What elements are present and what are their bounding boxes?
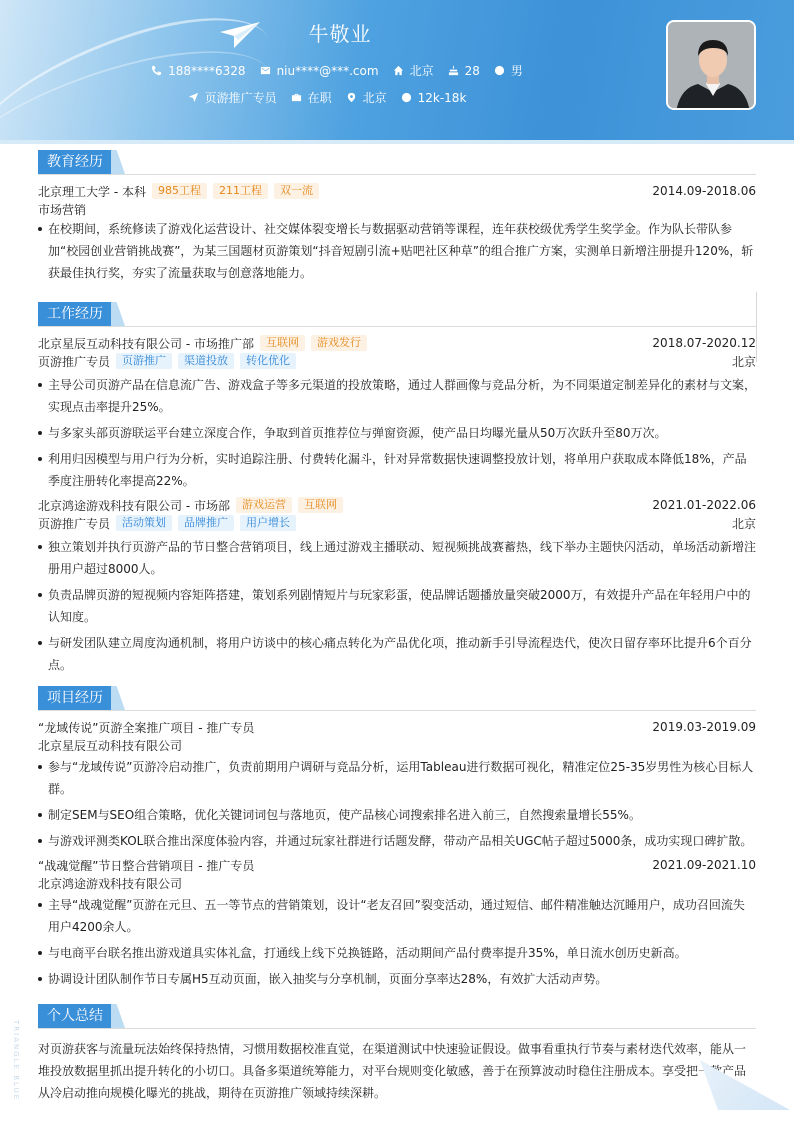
location-pin-icon <box>346 92 357 103</box>
section-title <box>38 150 756 174</box>
section-title-text: 个人总结 <box>38 1004 111 1028</box>
job-date: 2021.01-2022.06 <box>652 498 756 512</box>
section-rule <box>38 710 756 711</box>
avatar <box>666 20 756 110</box>
project-bullets <box>38 894 756 990</box>
industry-tag: 互联网 <box>260 335 305 351</box>
school-tag: 985工程 <box>152 183 207 199</box>
education-header-row <box>38 182 756 200</box>
phone-icon <box>151 65 162 76</box>
section-title-text: 教育经历 <box>38 150 111 174</box>
phone-text: 188****6328 <box>168 63 246 78</box>
list-item: 参与“龙域传说”页游冷启动推广，负责前期用户调研与竞品分析，运用Tableau进行数据可视化，精准定位25-35岁男性为核心目标人群。 <box>38 756 756 800</box>
section-rule <box>38 174 756 175</box>
position-text: 页游推广专员 <box>204 91 277 105</box>
section-title <box>38 302 756 326</box>
job-bullets <box>38 374 756 492</box>
paper-plane-icon <box>220 22 260 48</box>
list-item: 与游戏评测类KOL联合推出深度体验内容，并通过玩家社群进行话题发酵，带动产品相关UGC帖子超过5000条，成功实现口碑扩散。 <box>38 830 756 852</box>
job-city: 北京 <box>731 516 756 531</box>
position-info <box>188 89 277 106</box>
list-item: 协调设计团队制作节日专属H5互动页面，嵌入抽奖与分享机制，页面分享率达28%，有效扩大活动声势。 <box>38 968 756 990</box>
gender-text: 男 <box>510 64 523 78</box>
list-item: 负责品牌页游的短视频内容矩阵搭建，策划系列剧情短片与玩家彩蛋，使品牌话题播放量突破2000万，有效提升产品在年轻用户中的认知度。 <box>38 584 756 628</box>
list-item: 与电商平台联名推出游戏道具实体礼盒，打通线上线下兑换链路，活动期间产品付费率提升35%，单日流水创历史新高。 <box>38 942 756 964</box>
section-title-text: 工作经历 <box>38 302 111 326</box>
list-item: 制定SEM与SEO组合策略，优化关键词词包与落地页，使产品核心词搜索排名进入前三，自然搜索量增长55%。 <box>38 804 756 826</box>
list-item: 与研发团队建立周度沟通机制，将用户访谈中的核心痛点转化为产品优化项，推动新手引导流程迭代，使次日留存率环比提升6个百分点。 <box>38 632 756 676</box>
status-info <box>291 89 332 106</box>
project-company: 北京星辰互动科技有限公司 <box>38 738 183 753</box>
age-text: 28 <box>464 63 480 78</box>
major-text: 市场营销 <box>38 202 87 217</box>
project-header-row <box>38 856 756 874</box>
portrait-image <box>668 22 756 110</box>
projects-section <box>38 686 756 994</box>
section-title-tail <box>111 686 125 710</box>
work-section <box>38 302 756 680</box>
job-role-row <box>38 514 756 532</box>
project-company-row <box>38 736 756 754</box>
industry-tag: 游戏发行 <box>311 335 367 351</box>
watermark-text: TRIANGLE BLUE <box>12 1020 20 1102</box>
school-tag: 双一流 <box>274 183 319 199</box>
list-item: 利用归因模型与用户行为分析，实时追踪注册、付费转化漏斗，针对异常数据快速调整投放计划，将单用户获取成本降低18%，产品季度注册转化率提高22%。 <box>38 448 756 492</box>
skill-tag: 活动策划 <box>116 515 172 531</box>
school-name: 北京理工大学 - 本科 <box>38 184 146 199</box>
section-title-tail <box>111 1004 125 1028</box>
skill-tag: 转化优化 <box>240 353 296 369</box>
job-bullets <box>38 536 756 676</box>
job-header-row <box>38 496 756 514</box>
list-item: 主导公司页游产品在信息流广告、游戏盒子等多元渠道的投放策略，通过人群画像与竞品分析，为不同渠道定制差异化的素材与文案，实现点击率提升25%。 <box>38 374 756 418</box>
section-title <box>38 686 756 710</box>
list-item: 主导“战魂觉醒”页游在元旦、五一等节点的营销策划，设计“老友召回”裂变活动，通过短信、邮件精准触达沉睡用户，成功召回流失用户4200余人。 <box>38 894 756 938</box>
header-divider <box>0 140 794 144</box>
job-date: 2018.07-2020.12 <box>652 336 756 350</box>
skill-tag: 渠道投放 <box>178 353 234 369</box>
section-title-tail <box>111 302 125 326</box>
section-title-text: 项目经历 <box>38 686 111 710</box>
email-info <box>260 64 379 78</box>
section-title-tail <box>111 150 125 174</box>
cake-icon <box>448 65 459 76</box>
gender-info <box>494 62 523 79</box>
project-date: 2019.03-2019.09 <box>652 720 756 734</box>
city-info <box>393 62 434 79</box>
project-date: 2021.09-2021.10 <box>652 858 756 872</box>
education-bullets <box>38 218 756 284</box>
home-icon <box>393 65 404 76</box>
project-bullets <box>38 756 756 852</box>
section-rule <box>38 1028 756 1029</box>
list-item: 独立策划并执行页游产品的节日整合营销项目，线上通过游戏主播联动、短视频挑战赛蓄热，线下举办主题快闪活动，单场活动新增注册用户超过8000人。 <box>38 536 756 580</box>
project-header-row <box>38 718 756 736</box>
skill-tag: 页游推广 <box>116 353 172 369</box>
mail-icon <box>260 65 271 76</box>
coin-icon <box>401 92 412 103</box>
section-title <box>38 1004 756 1028</box>
resume-header <box>0 0 794 140</box>
project-name: “龙域传说”页游全案推广项目 - 推广专员 <box>38 720 255 735</box>
briefcase-icon <box>291 92 302 103</box>
job-role: 页游推广专员 <box>38 516 111 531</box>
job-city: 北京 <box>731 354 756 369</box>
city-text: 北京 <box>409 64 434 78</box>
list-item: 在校期间，系统修读了游戏化运营设计、社交媒体裂变增长与数据驱动营销等课程，连年获校级优秀学生奖学金。作为队长带队参加“校园创业营销挑战赛”，为某三国题材页游策划“抖音短剧引流+贴吧社区种草”的组合推广方案，实测单日新增注册提升120%，斩获最佳执行奖，夯实了流量获取与创意落地能力。 <box>38 218 756 284</box>
phone-info <box>151 64 245 78</box>
target-city-text: 北京 <box>362 91 387 105</box>
school-tag: 211工程 <box>213 183 268 199</box>
status-text: 在职 <box>307 91 332 105</box>
company-name: 北京鸿途游戏科技有限公司 - 市场部 <box>38 498 230 513</box>
industry-tag: 互联网 <box>298 497 343 513</box>
project-company: 北京鸿途游戏科技有限公司 <box>38 876 183 891</box>
salary-info <box>401 91 467 105</box>
summary-text: 对页游获客与流量玩法始终保持热情，习惯用数据校准直觉，在渠道测试中快速验证假设。做事看重执行节奏与素材迭代效率，能从一堆投放数据里抓出提升转化的小切口。具备多渠道统筹能力，对平台规则变化敏感，善于在预算波动时稳住注册成本。享受把一款产品从冷启动推向规模化曝光的挑战，期待在页游推广领域持续深耕。 <box>38 1042 747 1100</box>
email-text: niu****@***.com <box>276 63 379 78</box>
major-row <box>38 200 756 218</box>
education-section <box>38 150 756 288</box>
job-role: 页游推广专员 <box>38 354 111 369</box>
job-role-row <box>38 352 756 370</box>
skill-tag: 用户增长 <box>240 515 296 531</box>
summary-section <box>38 1004 756 1104</box>
industry-tag: 游戏运营 <box>236 497 292 513</box>
target-city-info <box>346 89 387 106</box>
skill-tag: 品牌推广 <box>178 515 234 531</box>
gender-icon <box>494 65 505 76</box>
age-info <box>448 64 480 78</box>
job-header-row <box>38 334 756 352</box>
section-rule <box>38 326 756 327</box>
candidate-name: 牛敬业 <box>308 22 372 46</box>
company-name: 北京星辰互动科技有限公司 - 市场推广部 <box>38 336 254 351</box>
list-item: 与多家头部页游联运平台建立深度合作，争取到首页推荐位与弹窗资源，使产品日均曝光量从50万次跃升至80万次。 <box>38 422 756 444</box>
decorative-line <box>756 292 757 362</box>
project-company-row <box>38 874 756 892</box>
project-name: “战魂觉醒”节日整合营销项目 - 推广专员 <box>38 858 255 873</box>
education-date: 2014.09-2018.06 <box>652 184 756 198</box>
send-icon <box>188 92 199 103</box>
salary-text: 12k-18k <box>417 90 467 105</box>
